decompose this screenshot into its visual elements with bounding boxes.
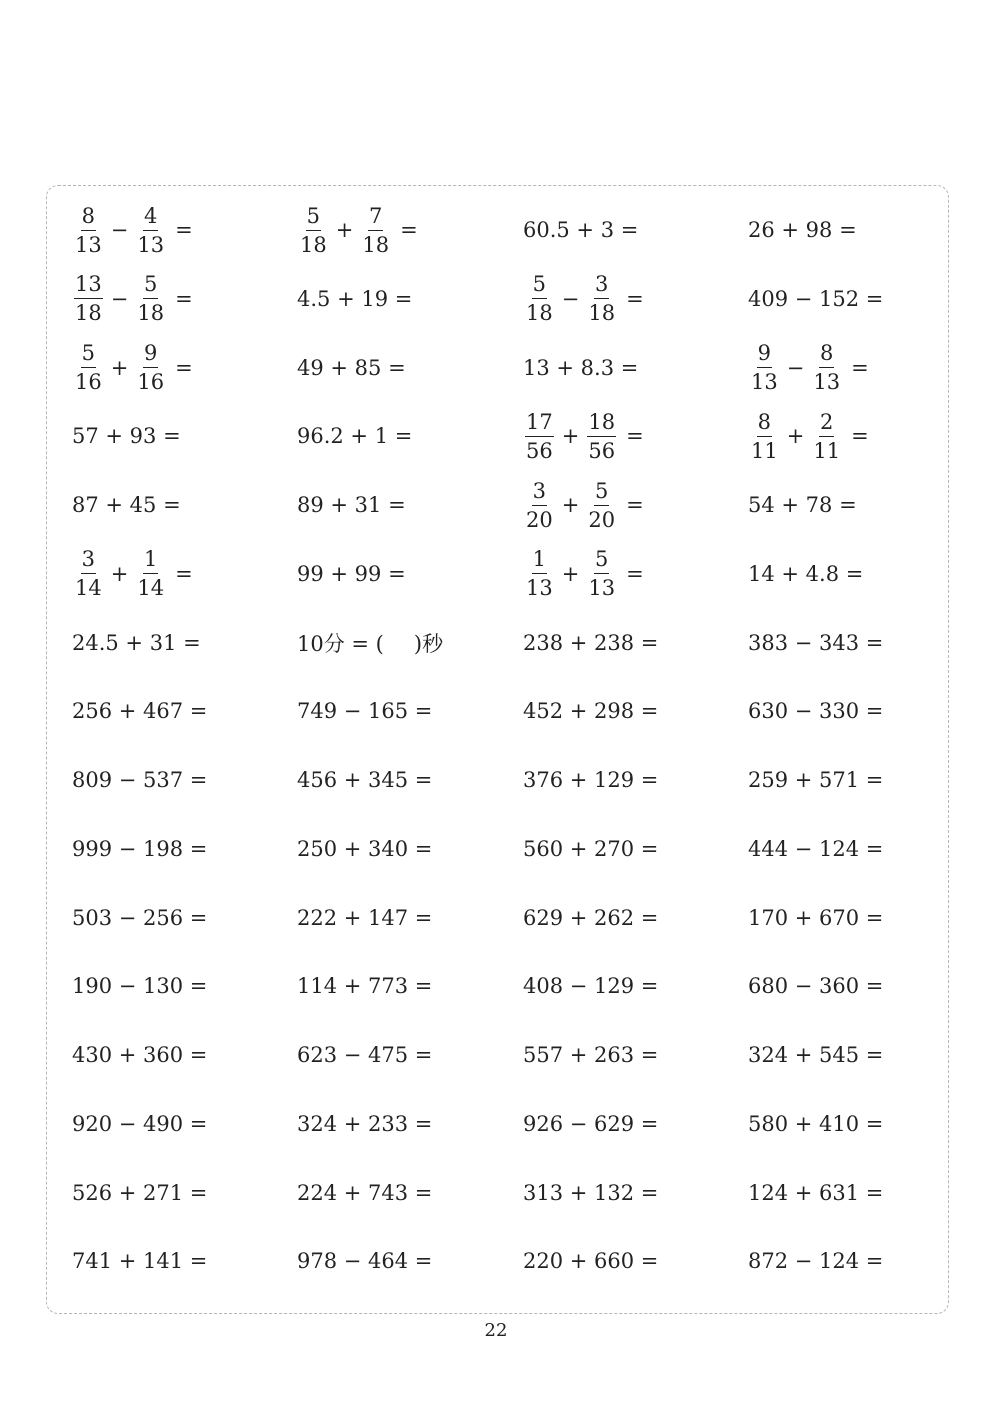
fraction-numerator: 13 — [74, 270, 103, 299]
fraction-denominator: 14 — [137, 576, 165, 601]
problem — [297, 338, 406, 398]
expression: 408 − 129 = — [523, 974, 659, 999]
problem-row — [47, 613, 948, 673]
problem — [72, 338, 193, 398]
problem — [748, 888, 883, 948]
fraction — [299, 202, 328, 259]
expression: 383 − 343 = — [748, 630, 884, 655]
problem-row — [47, 750, 948, 810]
problem — [748, 544, 863, 604]
expression: 114 + 773 = — [297, 974, 433, 999]
problem — [523, 200, 638, 260]
problem — [748, 475, 857, 535]
fraction — [74, 545, 103, 602]
fraction-numerator: 8 — [819, 339, 834, 368]
equals-sign: = — [626, 286, 644, 311]
worksheet-frame — [46, 185, 949, 1314]
fraction-denominator: 13 — [588, 576, 616, 601]
fraction-denominator: 16 — [137, 370, 165, 394]
problem — [523, 1094, 658, 1154]
fraction — [587, 408, 616, 465]
fraction-denominator: 18 — [588, 301, 616, 326]
problem — [748, 819, 883, 879]
fraction — [587, 477, 616, 534]
problem — [297, 819, 432, 879]
fraction — [525, 477, 554, 534]
fraction-denominator: 11 — [813, 438, 841, 463]
problem — [72, 888, 207, 948]
expression: 14 + 4.8 = — [748, 561, 864, 586]
problem — [72, 819, 207, 879]
expression: 526 + 271 = — [72, 1180, 208, 1205]
problem — [72, 681, 207, 741]
fraction-numerator: 5 — [81, 339, 96, 368]
fraction-denominator: 13 — [813, 370, 841, 394]
expression: 250 + 340 = — [297, 836, 433, 861]
fraction-denominator: 14 — [75, 576, 102, 601]
equals-sign: = — [175, 218, 193, 242]
fraction — [750, 339, 779, 396]
expression: 623 − 475 = — [297, 1043, 433, 1067]
problem — [523, 888, 658, 948]
expression: 24.5 + 31 = — [72, 630, 201, 655]
operator: − — [110, 286, 129, 311]
expression: 224 + 743 = — [297, 1180, 433, 1205]
fraction-denominator: 18 — [362, 232, 390, 257]
problem — [297, 544, 406, 604]
expression: 99 + 99 = — [297, 561, 406, 586]
problem — [297, 956, 432, 1016]
fraction — [361, 202, 390, 259]
expression: 749 − 165 = — [297, 699, 433, 724]
problem — [523, 544, 644, 604]
expression: 49 + 85 = — [297, 355, 406, 380]
problem-row — [47, 269, 948, 329]
fraction — [812, 339, 841, 396]
fraction-denominator: 20 — [588, 507, 616, 532]
problem — [72, 269, 193, 329]
problem — [748, 1025, 883, 1085]
fraction-denominator: 13 — [137, 232, 165, 257]
problem — [297, 406, 412, 466]
fraction-denominator: 11 — [751, 438, 778, 463]
problem — [297, 200, 418, 260]
problem — [748, 956, 883, 1016]
fraction-numerator: 17 — [525, 408, 554, 437]
fraction-denominator: 13 — [75, 232, 102, 257]
fraction — [74, 339, 103, 396]
fraction-numerator: 4 — [143, 202, 158, 231]
problem — [523, 613, 658, 673]
problem — [297, 1163, 432, 1223]
expression: 580 + 410 = — [748, 1111, 884, 1136]
problem-grid — [47, 186, 948, 1313]
expression: 741 + 141 = — [72, 1249, 208, 1274]
problem-row — [47, 1231, 948, 1291]
operator: − — [786, 355, 805, 380]
fraction-numerator: 8 — [757, 408, 772, 437]
fraction-numerator: 9 — [143, 339, 158, 368]
fraction — [74, 270, 103, 327]
expression: 430 + 360 = — [72, 1043, 208, 1067]
problem-row — [47, 681, 948, 741]
problem — [297, 1231, 432, 1291]
fraction-numerator: 5 — [594, 477, 609, 506]
problem — [748, 406, 869, 466]
problem — [748, 338, 869, 398]
expression: 87 + 45 = — [72, 493, 181, 517]
problem — [72, 1094, 207, 1154]
problem — [523, 750, 658, 810]
fraction-denominator: 16 — [75, 370, 102, 394]
expression: 60.5 + 3 = — [523, 218, 639, 242]
expression: 96.2 + 1 = — [297, 424, 413, 449]
problem — [72, 475, 181, 535]
fraction — [750, 408, 779, 465]
problem — [748, 750, 883, 810]
fraction-denominator: 18 — [300, 232, 327, 257]
problem — [297, 750, 432, 810]
equals-sign: = — [626, 493, 644, 517]
problem — [72, 200, 193, 260]
problem — [748, 269, 883, 329]
problem — [748, 681, 883, 741]
expression: 89 + 31 = — [297, 493, 406, 517]
expression: 444 − 124 = — [748, 836, 884, 861]
problem-row — [47, 819, 948, 879]
equals-sign: = — [175, 355, 193, 380]
equals-sign: = — [175, 561, 193, 586]
problem — [297, 613, 443, 673]
fraction-numerator: 8 — [81, 202, 96, 231]
operator: + — [786, 424, 805, 449]
equals-sign: = — [851, 355, 869, 380]
fraction-denominator: 20 — [526, 507, 553, 532]
expression: 920 − 490 = — [72, 1111, 208, 1136]
fraction-numerator: 5 — [143, 270, 158, 299]
fraction-denominator: 18 — [526, 301, 553, 326]
operator: + — [335, 218, 354, 242]
fraction-numerator: 2 — [819, 408, 834, 437]
problem — [297, 1094, 432, 1154]
expression: 259 + 571 = — [748, 768, 884, 792]
expression: 220 + 660 = — [523, 1249, 659, 1274]
fraction — [587, 545, 616, 602]
problem-row — [47, 475, 948, 535]
fraction-numerator: 5 — [306, 202, 321, 231]
problem-row — [47, 1163, 948, 1223]
problem — [523, 1231, 658, 1291]
problem — [72, 750, 207, 810]
problem — [523, 338, 638, 398]
problem-row — [47, 1094, 948, 1154]
fraction-numerator: 3 — [594, 270, 609, 299]
problem — [72, 544, 193, 604]
problem — [748, 1163, 883, 1223]
fraction-numerator: 18 — [587, 408, 616, 437]
expression: 256 + 467 = — [72, 699, 208, 724]
problem — [748, 613, 883, 673]
expression: 503 − 256 = — [72, 905, 208, 930]
expression: 409 − 152 = — [748, 286, 884, 311]
fraction-numerator: 7 — [368, 202, 383, 231]
page-number: 22 — [484, 1320, 508, 1341]
expression: 313 + 132 = — [523, 1180, 659, 1205]
fraction — [587, 270, 616, 327]
expression: 190 − 130 = — [72, 974, 208, 999]
problem — [297, 681, 432, 741]
fraction-denominator: 56 — [588, 438, 616, 463]
expression: 630 − 330 = — [748, 699, 884, 724]
expression: 222 + 147 = — [297, 905, 433, 930]
operator: + — [561, 493, 580, 517]
operator: + — [561, 424, 580, 449]
fraction-numerator: 3 — [532, 477, 547, 506]
fraction — [525, 408, 554, 465]
problem — [523, 475, 644, 535]
operator: − — [561, 286, 580, 311]
problem-row — [47, 544, 948, 604]
fraction-numerator: 1 — [532, 545, 547, 574]
expression: 680 − 360 = — [748, 974, 884, 999]
fraction — [525, 545, 554, 602]
expression: 376 + 129 = — [523, 768, 659, 792]
problem-row — [47, 956, 948, 1016]
expression: 872 − 124 = — [748, 1249, 884, 1274]
fraction-denominator: 18 — [137, 301, 165, 326]
expression: 809 − 537 = — [72, 768, 208, 792]
fraction-numerator: 1 — [143, 545, 158, 574]
expression: 26 + 98 = — [748, 218, 857, 242]
operator: + — [110, 355, 129, 380]
expression: 4.5 + 19 = — [297, 286, 413, 311]
expression: 926 − 629 = — [523, 1111, 659, 1136]
equals-sign: = — [175, 286, 193, 311]
problem — [523, 269, 644, 329]
fraction-numerator: 3 — [81, 545, 96, 574]
unit-conversion-left: 10分 = ( — [297, 631, 384, 656]
expression: 57 + 93 = — [72, 424, 181, 449]
equals-sign: = — [400, 218, 418, 242]
expression: 124 + 631 = — [748, 1180, 884, 1205]
problem — [297, 888, 432, 948]
problem — [748, 1231, 883, 1291]
problem-row — [47, 888, 948, 948]
expression: 557 + 263 = — [523, 1043, 659, 1067]
unit-conversion-right: )秒 — [413, 631, 444, 656]
expression: 324 + 545 = — [748, 1043, 884, 1067]
expression: 999 − 198 = — [72, 836, 208, 861]
expression: 324 + 233 = — [297, 1111, 433, 1136]
problem — [523, 681, 658, 741]
fraction — [136, 270, 165, 327]
problem-row — [47, 406, 948, 466]
expression: 54 + 78 = — [748, 493, 857, 517]
expression: 13 + 8.3 = — [523, 355, 639, 380]
problem — [523, 956, 658, 1016]
fraction — [812, 408, 841, 465]
fraction-numerator: 9 — [757, 339, 772, 368]
problem — [523, 819, 658, 879]
problem — [72, 956, 207, 1016]
expression: 560 + 270 = — [523, 836, 659, 861]
fraction — [525, 270, 554, 327]
problem — [72, 1163, 207, 1223]
fraction-denominator: 13 — [526, 576, 553, 601]
fraction-numerator: 5 — [594, 545, 609, 574]
fraction — [136, 339, 165, 396]
problem — [72, 1025, 207, 1085]
problem — [523, 406, 644, 466]
equals-sign: = — [626, 424, 644, 449]
problem-row — [47, 1025, 948, 1085]
operator: + — [110, 561, 129, 586]
problem — [523, 1163, 658, 1223]
expression: 456 + 345 = — [297, 768, 433, 792]
fraction — [74, 202, 103, 259]
expression: 452 + 298 = — [523, 699, 659, 724]
expression: 238 + 238 = — [523, 630, 659, 655]
fraction-numerator: 5 — [532, 270, 547, 299]
expression: 629 + 262 = — [523, 905, 659, 930]
problem — [523, 1025, 658, 1085]
fraction-denominator: 18 — [75, 301, 102, 326]
fraction — [136, 202, 165, 259]
equals-sign: = — [851, 424, 869, 449]
problem — [748, 1094, 883, 1154]
problem — [72, 406, 181, 466]
problem — [748, 200, 857, 260]
expression: 170 + 670 = — [748, 905, 884, 930]
problem — [72, 1231, 207, 1291]
problem-row — [47, 200, 948, 260]
fraction-denominator: 13 — [751, 370, 778, 394]
problem — [297, 269, 412, 329]
operator: − — [110, 218, 129, 242]
problem — [72, 613, 201, 673]
fraction — [136, 545, 165, 602]
fraction-denominator: 56 — [526, 438, 553, 463]
problem — [297, 475, 406, 535]
problem — [297, 1025, 432, 1085]
problem-row — [47, 338, 948, 398]
equals-sign: = — [626, 561, 644, 586]
operator: + — [561, 561, 580, 586]
expression: 978 − 464 = — [297, 1249, 433, 1274]
